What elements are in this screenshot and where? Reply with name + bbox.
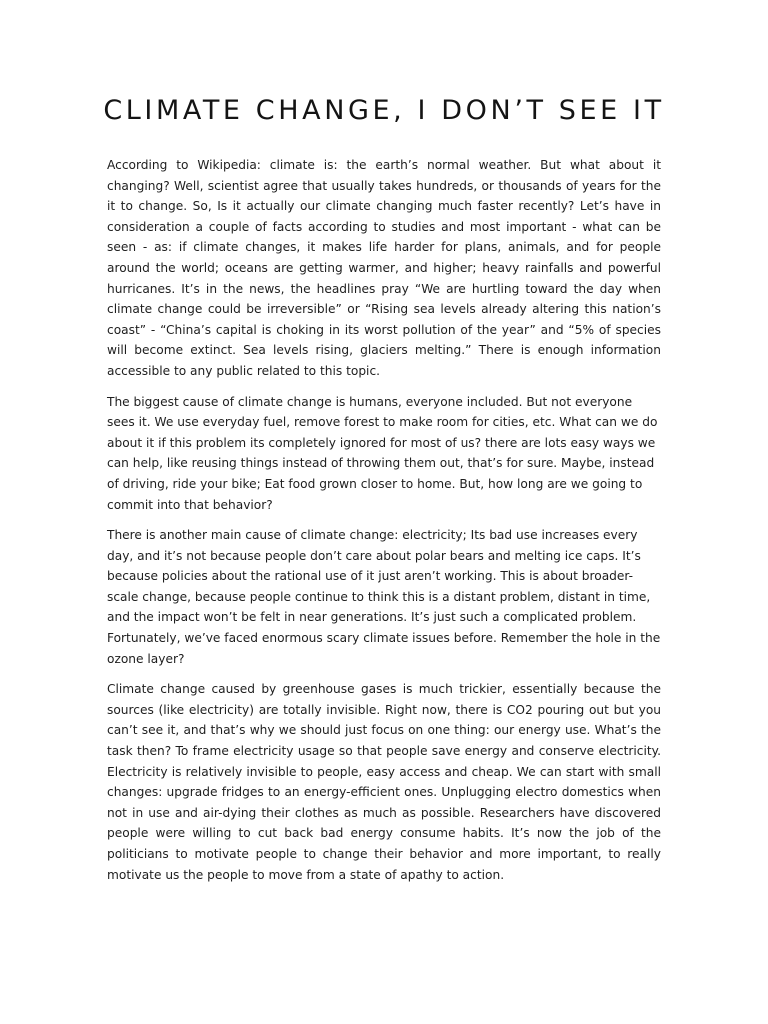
document-body <box>107 155 661 895</box>
paragraph-2: The biggest cause of climate change is humans, everyone included. But not everyone sees it. We use everyday fuel, remove forest to make room for cities, etc. What can we do about it if this problem its completely ignored for most of us? there are lots easy ways we can help, like reusing things instead of throwing them out, that’s for sure. Maybe, instead of driving, ride your bike; Eat food grown closer to home. But, how long are we going to commit into that behavior? <box>107 394 658 512</box>
paragraph-1: According to Wikipedia: climate is: the earth’s normal weather. But what about it changing? Well, scientist agree that usually takes hundreds, or thousands of years for the it to change. So, Is it actually our climate changing much faster recently? Let’s have in consideration a couple of facts according to studies and most important - what can be seen - as: if climate changes, it makes life harder for plans, animals, and for people around the world; oceans are getting warmer, and higher; heavy rainfalls and powerful hurricanes. It’s in the news, the headlines pray “We are hurtling toward the day when climate change could be irreversible” or “Rising sea levels already altering this nation’s coast” - “China’s capital is choking in its worst pollution of the year” and “5% of species will become extinct. Sea levels rising, glaciers melting.” There is enough information accessible to any public related to this topic. <box>107 158 661 378</box>
paragraph-3: There is another main cause of climate change: electricity; Its bad use increases every day, and it’s not because people don’t care about polar bears and melting ice caps. It’s because policies about the rational use of it just aren’t working. This is about broader-scale change, because people continue to think this is a distant problem, distant in time, and the impact won’t be felt in near generations. It’s just such a complicated problem. Fortunately, we’ve faced enormous scary climate issues before. Remember the hole in the ozone layer? <box>107 528 661 666</box>
paragraph-4: Climate change caused by greenhouse gases is much trickier, essentially because the sources (like electricity) are totally invisible. Right now, there is CO2 pouring out but you can’t see it, and that’s why we should just focus on one thing: our energy use. What’s the task then? To frame electricity usage so that people save energy and conserve electricity. Electricity is relatively invisible to people, easy access and cheap. We can start with small changes: upgrade fridges to an energy-efficient ones. Unplugging electro domestics when not in use and air-dying their clothes as much as possible. Researchers have discovered people were willing to cut back bad energy consume habits. It’s now the job of the politicians to motivate people to change their behavior and more important, to really motivate us the people to move from a state of apathy to action. <box>107 682 661 882</box>
document-title: CLIMATE CHANGE, I DON’T SEE IT <box>103 95 665 126</box>
